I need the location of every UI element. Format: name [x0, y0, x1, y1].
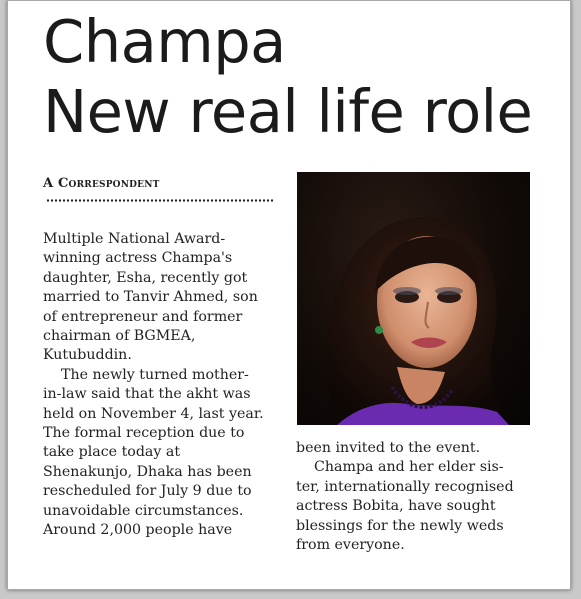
article-line: ter, internationally recognised: [296, 478, 514, 495]
article-line: held on November 4, last year.: [43, 405, 264, 422]
article-line: rescheduled for July 9 due to: [43, 483, 252, 500]
article-line: The newly turned mother-: [43, 366, 249, 383]
article-line: The formal reception due to: [43, 425, 245, 442]
dotted-rule: [46, 199, 274, 202]
article-line: Multiple National Award-: [43, 231, 226, 247]
article-line: blessings for the newly weds: [296, 517, 504, 534]
article-line: chairman of BGMEA,: [43, 328, 196, 345]
article-line: take place today at: [43, 444, 181, 461]
newspaper-clipping: [7, 0, 571, 590]
article-line: winning actress Champa's: [43, 250, 233, 267]
article-line: Kutubuddin.: [43, 347, 132, 364]
article-line: in-law said that the akht was: [43, 386, 251, 403]
headline: [43, 7, 563, 147]
portrait-illustration: [297, 172, 530, 425]
article-column-right: [296, 439, 558, 555]
article-line: unavoidable circumstances.: [43, 502, 244, 519]
article-line: married to Tanvir Ahmed, son: [43, 289, 258, 306]
headline-line-2: New real life role: [43, 77, 533, 146]
article-line: daughter, Esha, recently got: [43, 269, 248, 286]
portrait-photo: [297, 172, 530, 425]
article-line: Around 2,000 people have: [43, 522, 233, 539]
article-line: Champa and her elder sis-: [296, 459, 504, 476]
article-line: been invited to the event.: [296, 440, 481, 456]
byline: A Correspondent: [43, 176, 160, 191]
article-line: of entrepreneur and former: [43, 308, 243, 325]
article-line: Shenakunjo, Dhaka has been: [43, 463, 252, 480]
headline-line-1: Champa: [43, 7, 286, 76]
article-line: from everyone.: [296, 537, 405, 554]
article-line: actress Bobita, have sought: [296, 498, 496, 515]
article-column-left: [43, 230, 283, 541]
